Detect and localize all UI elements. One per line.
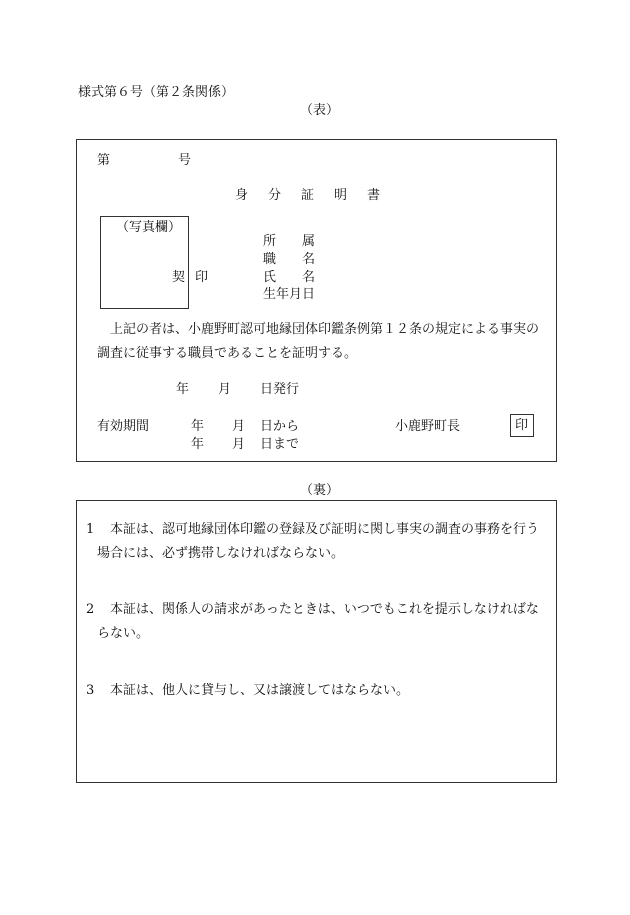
field-position: 職 名 xyxy=(263,252,316,267)
field-name: 氏 名 xyxy=(263,270,316,285)
valid-from-day: 日から xyxy=(260,419,300,434)
valid-from-year: 年 xyxy=(191,419,205,434)
item-line-1: 本証は、他人に貸与し、又は譲渡してはならない。 xyxy=(110,683,410,698)
item-number: 2 xyxy=(86,602,95,617)
form-number: 様式第６号（第２条関係） xyxy=(78,85,235,100)
photo-label: （写真欄） xyxy=(116,220,182,235)
item-line-1: 本証は、関係人の請求があったときは、いつでもこれを提示しなければな xyxy=(110,602,539,617)
item-line-2: 場合には、必ず携帯しなければならない。 xyxy=(97,546,345,561)
back-card xyxy=(76,500,557,783)
valid-from-month: 月 xyxy=(232,419,246,434)
number-suffix: 号 xyxy=(178,153,192,168)
item-number: 1 xyxy=(86,522,95,537)
issue-year: 年 xyxy=(176,382,190,397)
item-number: 3 xyxy=(86,683,95,698)
field-birthdate: 生年月日 xyxy=(263,287,316,302)
front-card xyxy=(76,139,557,462)
seal-box xyxy=(510,414,534,437)
in-mark: 印 xyxy=(195,270,209,285)
photo-box xyxy=(100,216,189,309)
item-line-1: 本証は、認可地縁団体印鑑の登録及び証明に関し事実の調査の事務を行う xyxy=(110,522,540,537)
valid-to-day: 日まで xyxy=(260,437,300,452)
certification-line-2: 調査に従事する職員であることを証明する。 xyxy=(97,346,358,361)
valid-to-year: 年 xyxy=(191,437,205,452)
number-prefix: 第 xyxy=(97,153,111,168)
field-affiliation: 所 属 xyxy=(263,234,316,249)
validity-label: 有効期間 xyxy=(97,419,150,434)
item-line-2: らない。 xyxy=(97,626,150,641)
back-heading: （裏） xyxy=(300,483,340,498)
issue-day: 日発行 xyxy=(260,382,300,397)
issuer-title: 小鹿野町長 xyxy=(395,419,461,434)
valid-to-month: 月 xyxy=(232,437,246,452)
document-title: 身分証明書 xyxy=(235,188,401,203)
front-heading: （表） xyxy=(300,103,340,118)
kei-mark: 契 xyxy=(172,270,186,285)
seal-mark: 印 xyxy=(515,418,529,433)
certification-line-1: 上記の者は、小鹿野町認可地縁団体印鑑条例第１２条の規定による事実の xyxy=(110,322,540,337)
issue-month: 月 xyxy=(218,382,232,397)
